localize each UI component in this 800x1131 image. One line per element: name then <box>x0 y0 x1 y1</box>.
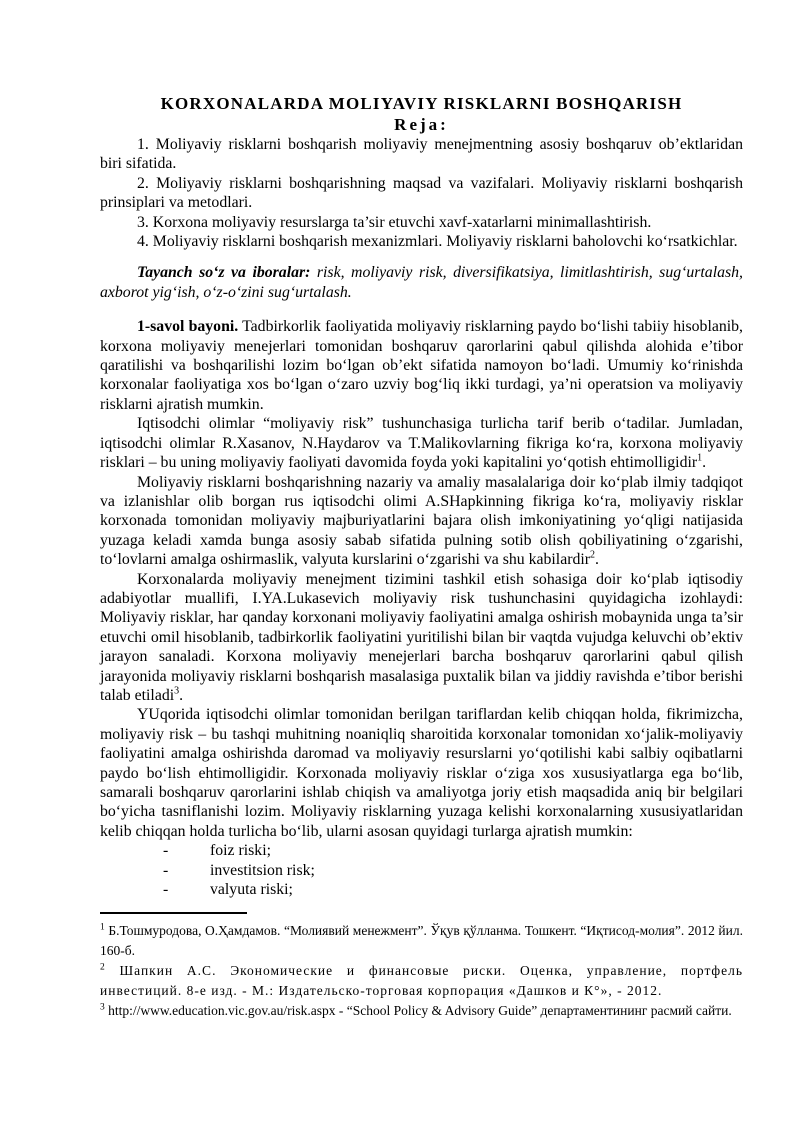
footnote <box>100 921 743 961</box>
body-paragraph <box>100 473 743 570</box>
risk-type-item <box>100 841 743 860</box>
footnote-number: 3 <box>100 1002 105 1013</box>
risk-type-list <box>100 841 743 899</box>
plan-heading: Reja: <box>394 115 449 134</box>
footnote-text: Б.Тошмуродова, О.Ҳамдамов. “Молиявий менежмент”. Ўқув қўлланма. Тошкент. “Иқтисод-молия”. 2012 йил. 160-б. <box>100 923 743 959</box>
paragraph-text: YUqorida iqtisodchi olimlar tomonidan berilgan tariflardan kelib chiqqan holda, fikrimizcha, moliyaviy risk – bu tashqi muhitning noaniqliq sharoitida korxonalar tomonidan xo‘jalik-moliyaviy faoliyatini amalga oshirishda daromad va moliyaviy resurslarni yo‘qotilishi kabi salbiy oqibatlarni paydo bo‘lish ehtimolligidir. Korxonada moliyaviy risklar o‘ziga xos xususiyatlarga ega bo‘lib, samarali boshqaruv qarorlarini ishlab chiqish va amaliyotga joriy etish maqsadida aniq bir belgilari bo‘yicha tasniflanishi lozim. Moliyaviy risklarning yuzaga kelishi korxonalarning xususiyatlaridan kelib chiqqan holda turlicha bo‘lib, ularni asosan quyidagi turlarga ajratish mumkin: <box>100 706 743 840</box>
footnotes-section <box>100 921 743 1021</box>
body-paragraph <box>100 705 743 841</box>
paragraph-tail: . <box>702 454 707 472</box>
risk-type-label: valyuta riski; <box>210 881 293 899</box>
paragraph-text: Iqtisodchi olimlar “moliyaviy risk” tushunchasiga turlicha tarif berib o‘tadilar. Jumladan, iqtisodchi olimlar R.Xasanov, N.Haydarov va T.Malikovlarning fikriga ko‘ra, korxona moliyaviy risklari – bu uning moliyaviy faoliyati davomida foyda yoki kapitalini yo‘qotish ehtimolligidir <box>100 415 743 472</box>
plan-item: 4. Moliyaviy risklarni boshqarish mexanizmlari. Moliyaviy risklarni baholovchi ko‘rsatkichlar. <box>137 233 738 251</box>
plan-list <box>100 135 743 251</box>
risk-type-label: foiz riski; <box>210 842 271 860</box>
plan-item: 2. Moliyaviy risklarni boshqarishning maqsad va vazifalari. Moliyaviy risklarni boshqarish prinsiplari va metodlari. <box>100 174 743 212</box>
paragraph-tail: . <box>179 686 184 704</box>
paragraph-text: Moliyaviy risklarni boshqarishning nazariy va amaliy masalalariga doir ko‘plab ilmiy tadqiqot va izlanishlar olib borgan rus iqtisodchi olimi A.SHapkinning fikriga ko‘ra, moliyaviy risklar korxonada tomonidan moliyaviy majburiyatlarini bajara olish imkoniyatining yo‘qligi natijasida yuzaga keladi xamda bunga asosiy sabab sifatida pulning sotib olish qobiliyatining o‘zgarishi, to‘lovlarni amalga oshirmaslik, valyuta kurslarini o‘zgarishi va shu kabilardir <box>100 473 743 569</box>
footnote <box>100 1001 743 1021</box>
body-paragraph <box>100 317 743 414</box>
footnote-reference: 2 <box>590 549 596 561</box>
footnote-reference: 1 <box>697 452 703 464</box>
plan-item: 1. Moliyaviy risklarni boshqarish moliyaviy menejmentning asosiy boshqaruv ob’ektlaridan biri sifatida. <box>100 136 743 173</box>
paragraph-lead: 1-savol bayoni. <box>137 318 239 336</box>
body-paragraph <box>100 570 743 706</box>
dash-marker: - <box>163 842 169 860</box>
keywords-lead: Tayanch so‘z va iboralar: <box>137 264 311 282</box>
dash-marker: - <box>163 861 169 879</box>
page-title: KORXONALARDA MOLIYAVIY RISKLARNI BOSHQARISH <box>160 94 683 113</box>
risk-type-item <box>100 880 743 899</box>
footnote-number: 1 <box>100 922 105 933</box>
paragraph-tail: . <box>595 551 599 569</box>
footnote-number: 2 <box>100 962 106 973</box>
keywords-text: risk, moliyaviy risk, diversifikatsiya, limitlashtirish, sug‘urtalash, axborot yig‘ish, o‘z-o‘zini sug‘urtalash. <box>100 264 743 301</box>
body-paragraph <box>100 414 743 472</box>
plan-item: 3. Korxona moliyaviy resurslarga ta’sir etuvchi xavf-xatarlarni minimallashtirish. <box>137 213 652 231</box>
risk-type-item <box>100 861 743 880</box>
footnote <box>100 961 743 1001</box>
paragraph-text: Tadbirkorlik faoliyatida moliyaviy risklarning paydo bo‘lishi tabiiy hisoblanib, korxona moliyaviy menejerlari tomonidan boshqaruv qarorlarini qabul qilishda alohida e’tibor qaratilishi va boshqarilishi lozim bo‘lgan ob’ekt sifatida namoyon bo‘ladi. Umumiy ko‘rinishda korxonalar faoliyatiga xos bo‘lgan o‘zaro uzviy bog‘liq ikki turdagi, ya’ni operatsion va moliyaviy risklarni ajratish mumkin. <box>100 318 743 413</box>
footnote-reference: 3 <box>174 685 180 697</box>
footnote-text: Шапкин А.С. Экономические и финансовые риски. Оценка, управление, портфель инвестиций. 8-е изд. - М.: Издательско-торговая корпорация «Дашков и К°», - 2012. <box>100 963 744 999</box>
paragraph-text: Korxonalarda moliyaviy menejment tizimini tashkil etish sohasiga doir ko‘plab iqtisodiy adabiyotlar muallifi, I.YA.Lukasevich moliyaviy risk tushunchasini quyidagicha izohlaydi: Moliyaviy risklar, har qanday korxonani moliyaviy faoliyatini amalga oshirish mobaynida unga ta’sir etuvchi omil hisoblanib, tadbirkorlik faoliyatini yuritilishi bilan bir vaqtda vujudga keluvchi ob’ektiv jarayon sanaladi. Korxona moliyaviy menejerlari barcha boshqaruv qarorlarini qabul qilish jarayonida moliyaviy risklarni boshqarish masalasiga puxtalik bilan va jiddiy ravishda e’tibor berishi talab etiladi <box>100 570 743 704</box>
dash-marker: - <box>163 881 169 899</box>
keywords-paragraph <box>100 263 743 302</box>
risk-type-label: investitsion risk; <box>210 861 315 879</box>
footnote-text: http://www.education.vic.gov.au/risk.aspx - “School Policy & Advisory Guide” департаментининг расмий сайти. <box>108 1003 732 1019</box>
footnote-separator <box>100 912 247 914</box>
